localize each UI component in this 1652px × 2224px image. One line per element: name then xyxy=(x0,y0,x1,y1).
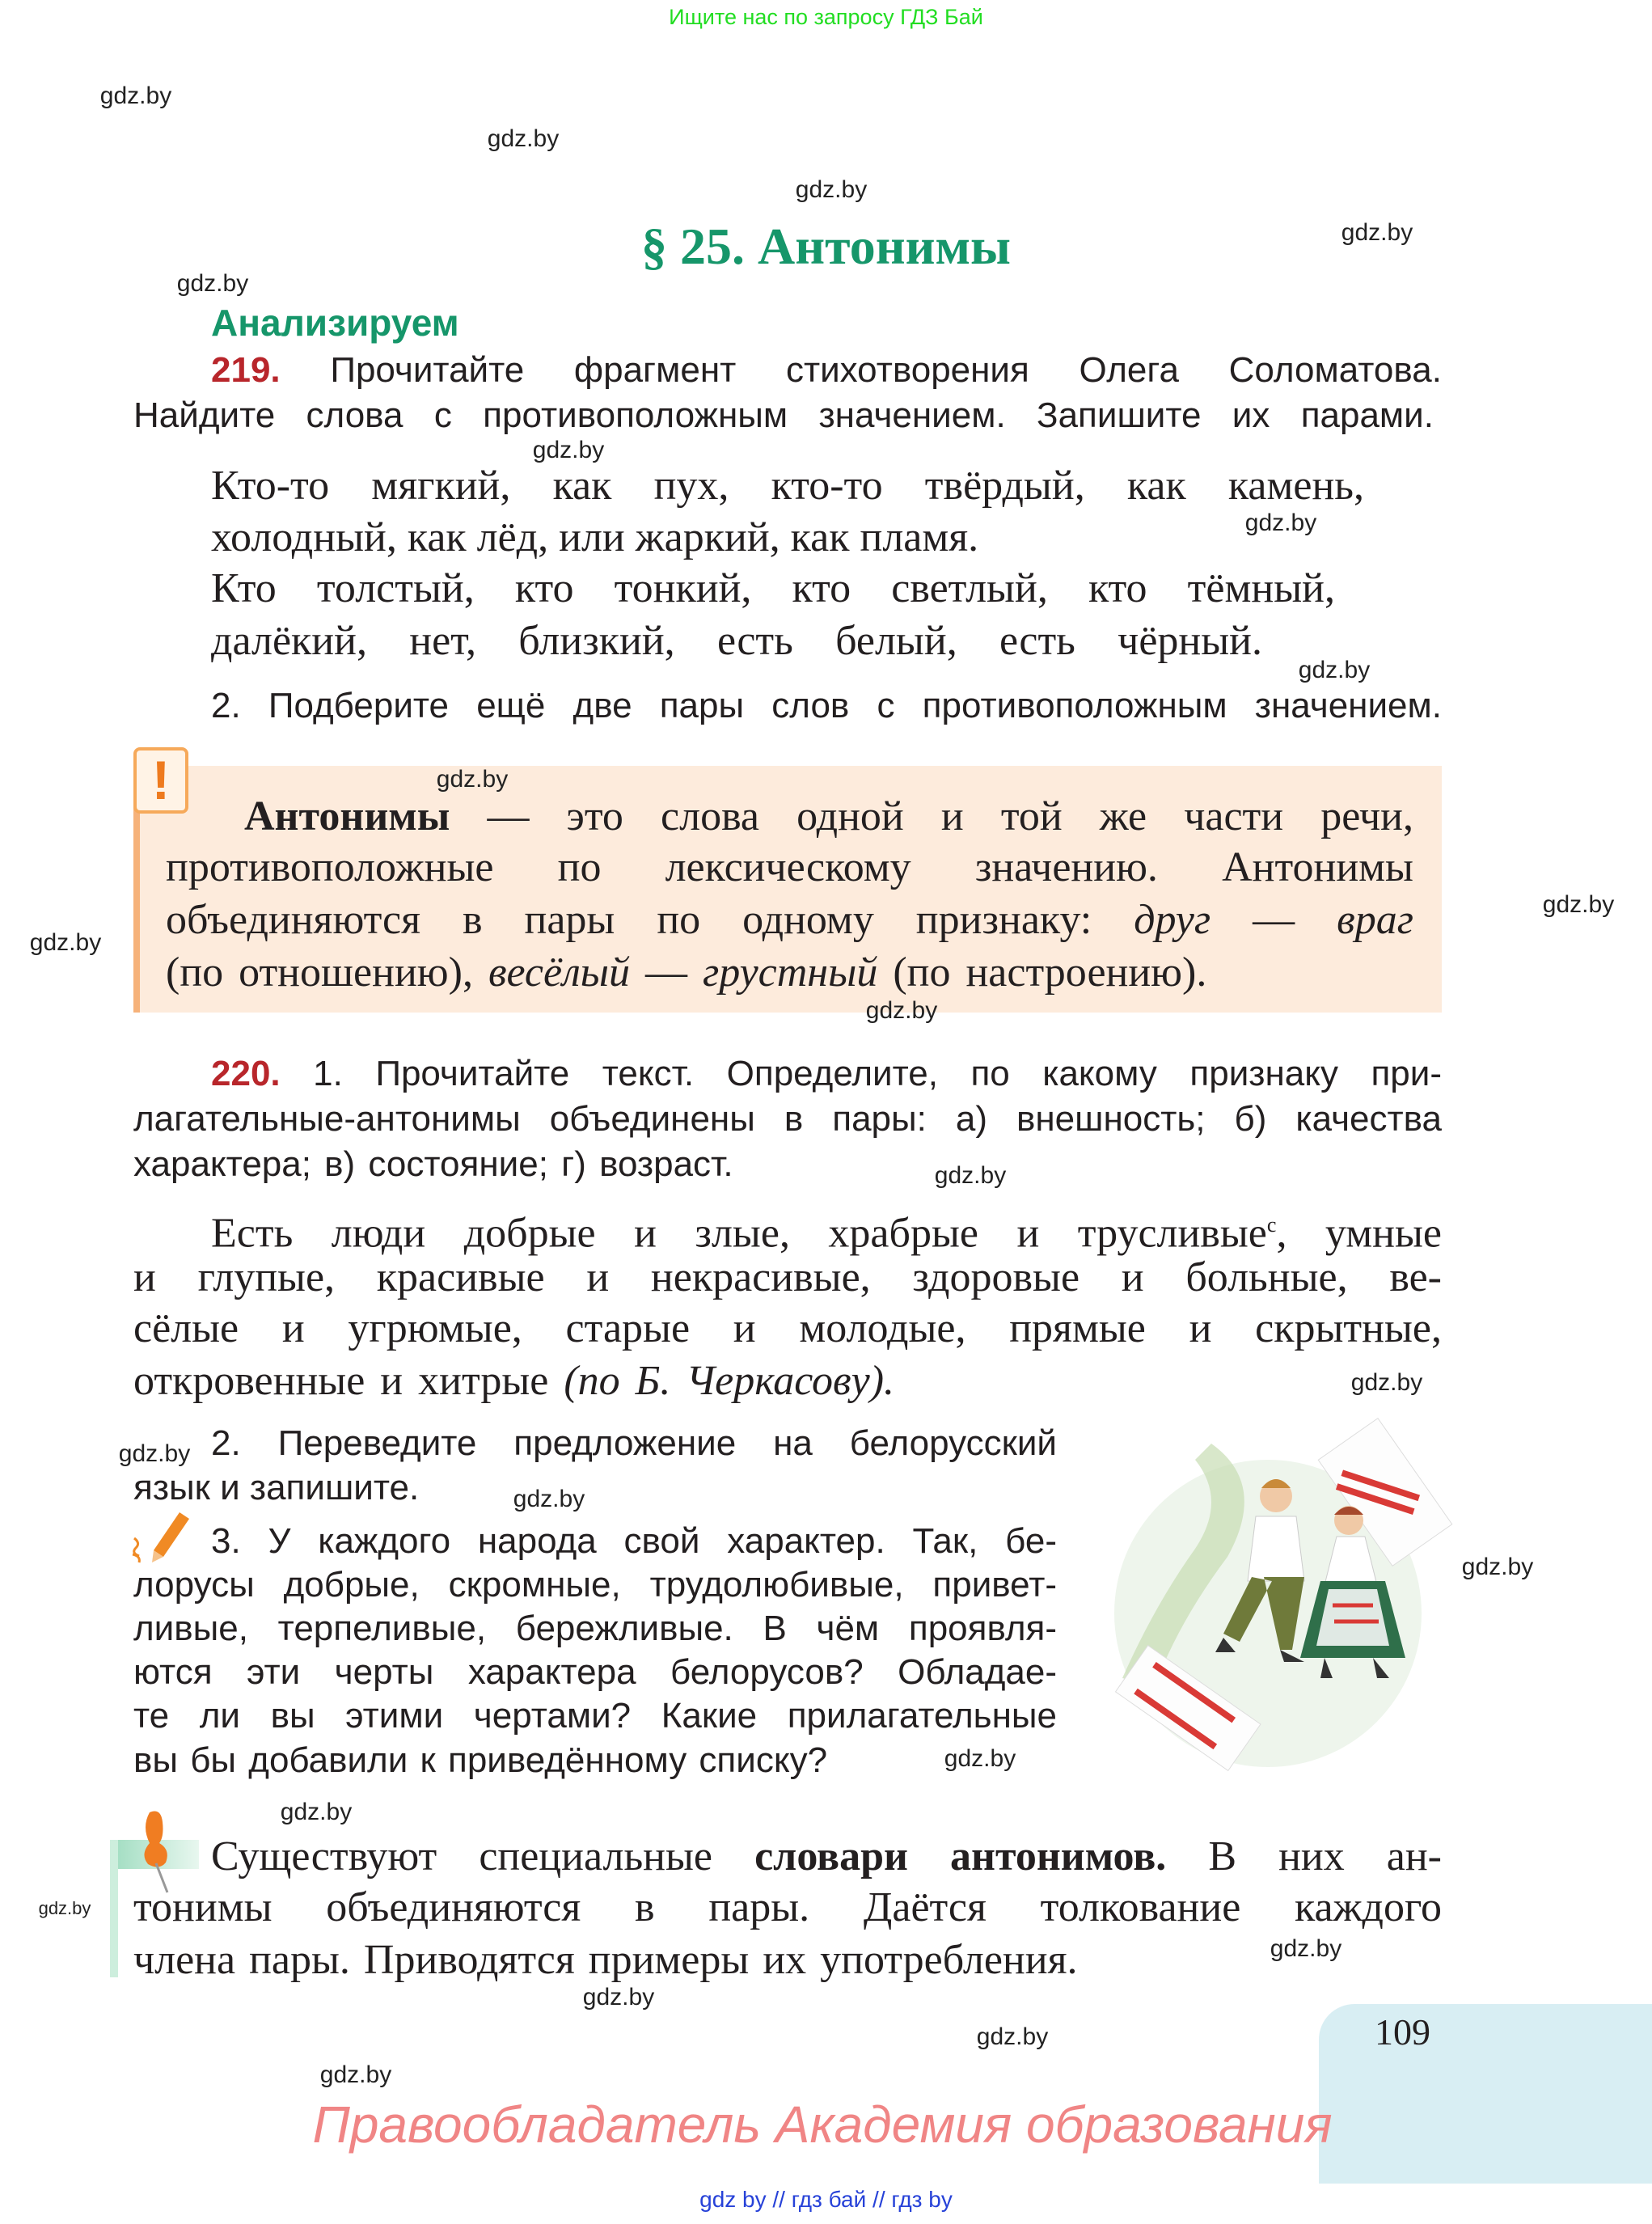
example-word: друг xyxy=(1134,897,1211,943)
source: (по Б. Черкасову). xyxy=(564,1358,895,1404)
footnote-mark: с xyxy=(1266,1213,1277,1237)
example-word: весёлый xyxy=(488,949,630,996)
page-title: § 25. Антонимы xyxy=(641,218,1011,275)
ex219-task-2: 2. Подберите ещё две пары слов с противоположным значением. xyxy=(211,686,1442,725)
rule-text: (по отношению), xyxy=(166,949,473,996)
task-2-line: 2. Переведите предложение на белорусский xyxy=(211,1423,1057,1463)
text-line xyxy=(133,1357,894,1406)
watermark: gdz.by xyxy=(487,125,560,152)
watermark: gdz.by xyxy=(176,270,249,297)
text-line: сёлые и угрюмые, старые и молодые, прямые и скрытные, xyxy=(133,1305,1442,1351)
example-word: грустный xyxy=(702,949,878,996)
ex220-text: 1. Прочитайте текст. Определите, по какому признаку при- xyxy=(313,1054,1442,1093)
task-3-line: ливые, терпеливые, бережливые. В чём проявля- xyxy=(133,1609,1057,1648)
watermark: gdz.by xyxy=(1341,219,1413,246)
note-line-1 xyxy=(211,1833,1442,1881)
watermark: gdz.by xyxy=(280,1799,353,1825)
note-line-2: тонимы объединяются в пары. Даётся толкование каждого xyxy=(133,1884,1442,1930)
watermark: gdz.by xyxy=(513,1486,585,1512)
poem-line: Кто толстый, кто тонкий, кто светлый, кто тёмный, xyxy=(211,565,1335,611)
watermark: gdz.by xyxy=(934,1162,1007,1189)
pencil-icon xyxy=(129,1506,194,1571)
ex220-line-1 xyxy=(211,1054,1442,1094)
poem-line: холодный, как лёд, или жаркий, как пламя. xyxy=(211,514,979,560)
text-line xyxy=(211,1201,1442,1257)
rule-text: объединяются в пары по одному признаку: xyxy=(166,897,1092,943)
exercise-number: 219. xyxy=(211,350,281,390)
watermark: gdz.by xyxy=(1298,657,1371,683)
ex219-line-2: Найдите слова с противоположным значением. Запишите их парами. xyxy=(133,395,1434,435)
task-3-line: те ли вы этими чертами? Какие прилагательные xyxy=(133,1696,1057,1736)
watermark: gdz.by xyxy=(944,1745,1016,1772)
task-2-line: язык и запишите. xyxy=(133,1468,420,1507)
poem-line: далёкий, нет, близкий, есть белый, есть чёрный. xyxy=(211,618,1262,664)
watermark: gdz.by xyxy=(795,176,868,203)
section-heading: Анализируем xyxy=(211,302,459,344)
ex220-line-2: лагательные-антонимы объединены в пары: а) внешность; б) качества xyxy=(133,1099,1442,1139)
top-banner[interactable]: Ищите нас по запросу ГДЗ Бай xyxy=(669,5,983,29)
dancers-illustration xyxy=(1106,1411,1489,1794)
task-3-line: ются эти черты характера белорусов? Обладае- xyxy=(133,1652,1057,1692)
text: , умные xyxy=(1276,1210,1442,1257)
watermark: gdz.by xyxy=(1350,1369,1423,1396)
watermark: gdz.by xyxy=(118,1440,191,1467)
poem-line: Кто-то мягкий, как пух, кто-то твёрдый, как камень, xyxy=(211,463,1364,509)
watermark: gdz.by xyxy=(436,766,509,793)
note-line-3: члена пары. Приводятся примеры их употребления. xyxy=(133,1937,1078,1983)
rule-line-4 xyxy=(166,949,1206,997)
watermark: gdz.by xyxy=(319,2061,392,2088)
watermark: gdz.by xyxy=(29,929,102,956)
text: откровенные и хитрые xyxy=(133,1358,549,1404)
ex219-text: Прочитайте фрагмент стихотворения Олега Соломатова. xyxy=(330,350,1442,390)
page-number: 109 xyxy=(1375,2011,1430,2053)
text: Есть люди добрые и злые, храбрые и трусливые xyxy=(211,1210,1267,1257)
task-3-line: лорусы добрые, скромные, трудолюбивые, привет- xyxy=(133,1565,1057,1605)
watermark: gdz.by xyxy=(38,1898,91,1918)
watermark: gdz.by xyxy=(532,437,605,463)
watermark: gdz.by xyxy=(1270,1935,1342,1962)
note-text: В них ан- xyxy=(1208,1833,1442,1879)
watermark: gdz.by xyxy=(976,2023,1049,2050)
watermark: gdz.by xyxy=(1244,509,1317,536)
text-line: и глупые, красивые и некрасивые, здоровые и больные, ве- xyxy=(133,1254,1442,1300)
note-text: Существуют специальные xyxy=(211,1833,713,1879)
ex219-line-1 xyxy=(211,350,1442,391)
rule-text: — это слова одной и той же части речи, xyxy=(487,793,1413,839)
copyright-text: Правообладатель Академия образования xyxy=(312,2095,1333,2154)
rule-line-2: противоположные по лексическому значению. Антонимы xyxy=(166,844,1413,890)
rule-line-3 xyxy=(166,896,1413,945)
rule-text: (по настроению). xyxy=(893,949,1207,996)
task-3-line: вы бы добавили к приведённому списку? xyxy=(133,1740,828,1780)
task-3-line: 3. У каждого народа свой характер. Так, бе- xyxy=(211,1521,1057,1561)
watermark: gdz.by xyxy=(99,82,172,109)
rule-term: Антонимы xyxy=(244,793,450,839)
note-bar xyxy=(110,1840,118,1977)
exclamation-icon: ! xyxy=(133,747,188,814)
dash: — xyxy=(1253,897,1295,943)
dash: — xyxy=(644,949,687,996)
watermark: gdz.by xyxy=(1461,1554,1534,1580)
watermark: gdz.by xyxy=(865,997,938,1024)
page-number-tab xyxy=(1319,2004,1652,2184)
watermark: gdz.by xyxy=(1542,891,1615,918)
footer-links[interactable]: gdz by // гдз бай // гдз by xyxy=(699,2187,953,2212)
exercise-number: 220. xyxy=(211,1054,281,1093)
rule-line-1 xyxy=(244,793,1413,841)
example-word: враг xyxy=(1337,897,1414,943)
note-term: словари антонимов. xyxy=(754,1833,1167,1879)
ex220-line-3: характера; в) состояние; г) возраст. xyxy=(133,1144,733,1184)
watermark: gdz.by xyxy=(582,1984,655,2010)
